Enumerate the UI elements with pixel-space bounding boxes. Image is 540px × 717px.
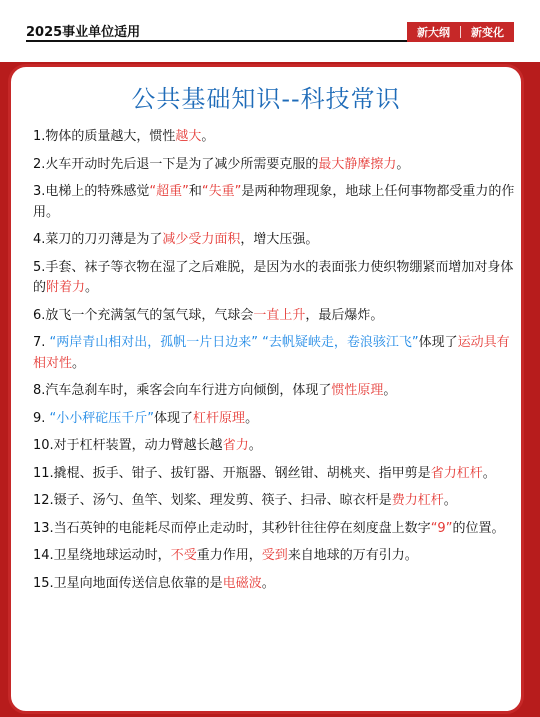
item-text: 。 [443, 493, 457, 508]
item-text: 。 [201, 129, 215, 144]
item-text: 5.手套、袜子等衣物在湿了之后难脱，是因为水的表面张力使织物绷紧而增加对身体的 [33, 259, 514, 295]
list-item [33, 127, 515, 148]
item-text: ，最后爆炸。 [305, 307, 384, 323]
list-item [33, 182, 515, 223]
list-item [33, 230, 515, 251]
highlight-text: “9” [430, 520, 453, 536]
item-text: 1.物体的质量越大，惯性 [33, 129, 176, 144]
item-text: 体现了 [154, 410, 194, 426]
highlight-text: 惯性原理 [331, 383, 384, 398]
applicable-label: 2025事业单位适用 [26, 25, 141, 40]
item-text: 13.当石英钟的电能耗尽而停止走动时，其秒针往往停在刻度盘上数字 [33, 520, 431, 536]
top-header-bar [0, 0, 540, 62]
highlight-text: 受到 [261, 548, 288, 563]
item-text: 6.放飞一个充满氢气的氢气球，气球会 [33, 307, 254, 323]
item-text: 3.电梯上的特殊感觉 [33, 184, 150, 199]
item-text: 和 [188, 184, 202, 199]
list-item [33, 436, 515, 457]
highlight-text: 省力 [222, 438, 249, 453]
highlight-text: 电磁波 [222, 575, 262, 591]
highlight-text: 杠杆原理 [193, 410, 246, 426]
item-text: 15.卫星向地面传送信息依靠的是 [33, 575, 223, 591]
highlight-text: “失重” [201, 184, 242, 199]
list-item [33, 155, 515, 176]
item-text: 7. [33, 335, 50, 350]
highlight-text: 一直上升 [253, 307, 306, 323]
item-text: 4.菜刀的刀刃薄是为了 [33, 232, 163, 247]
list-item [33, 381, 515, 402]
item-text: 。 [245, 410, 259, 426]
page-title: 公共基础知识--科技常识 [131, 85, 401, 113]
list-item [33, 574, 515, 595]
highlight-text: 费力杠杆 [391, 493, 444, 508]
highlight-text: “超重” [149, 184, 189, 199]
item-text: 。 [261, 575, 275, 591]
item-text: 。 [72, 355, 86, 371]
list-item [33, 258, 515, 299]
list-item [33, 546, 515, 567]
list-item [33, 306, 515, 327]
item-text: 体现了 [418, 335, 458, 350]
item-text: 14.卫星绕地球运动时， [33, 548, 171, 563]
item-text: 9. [33, 410, 50, 426]
list-item [33, 409, 515, 430]
item-text: 12.镊子、汤勺、鱼竿、划桨、理发剪、筷子、扫帚、晾衣杆是 [33, 493, 392, 508]
highlight-text: “小小秤砣压千斤” [49, 410, 155, 426]
highlight-text: 减少受力面积 [162, 232, 241, 247]
item-text: 11.撬棍、扳手、钳子、拔钉器、开瓶器、钢丝钳、胡桃夹、指甲剪是 [33, 465, 431, 481]
item-text: 是两种物理现象，地球上任何事物都受重力的作用。 [33, 184, 515, 220]
highlight-text: 不受 [170, 548, 197, 563]
highlight-text: 最大静摩擦力 [318, 156, 397, 172]
item-text: 10.对于杠杆装置，动力臂越长越 [33, 438, 223, 453]
item-text: 2.火车开动时先后退一下是为了减少所需要克服的 [33, 156, 319, 172]
highlight-text: “两岸青山相对出，孤帆一片日边来” “去帆疑峡走，卷浪骇江飞” [49, 335, 419, 350]
tag-new-outline: 新大纲 [417, 26, 450, 39]
highlight-text: 越大 [175, 129, 202, 144]
header-tag-group [407, 22, 514, 42]
item-text: 8.汽车急刹车时，乘客会向车行进方向倾倒，体现了 [33, 383, 332, 398]
highlight-text: 附着力 [46, 280, 86, 295]
item-text: 来自地球的万有引力。 [287, 548, 418, 563]
item-text: 。 [85, 280, 99, 295]
highlight-text: 省力杠杆 [430, 465, 483, 481]
item-text: 。 [248, 438, 262, 453]
tag-separator [460, 26, 461, 38]
item-text: 。 [383, 383, 397, 398]
item-text: ，增大压强。 [240, 232, 319, 247]
list-item [33, 333, 515, 374]
highlight-text: 运动具有相对性 [33, 335, 510, 371]
item-text: 。 [482, 465, 496, 481]
item-text: 的位置。 [452, 520, 505, 536]
list-item [33, 519, 515, 540]
content-card [8, 64, 524, 714]
knowledge-list [33, 127, 515, 601]
tag-new-change: 新变化 [471, 26, 504, 39]
item-text: 重力作用， [196, 548, 262, 563]
item-text: 。 [396, 156, 410, 172]
list-item [33, 464, 515, 485]
list-item [33, 491, 515, 512]
